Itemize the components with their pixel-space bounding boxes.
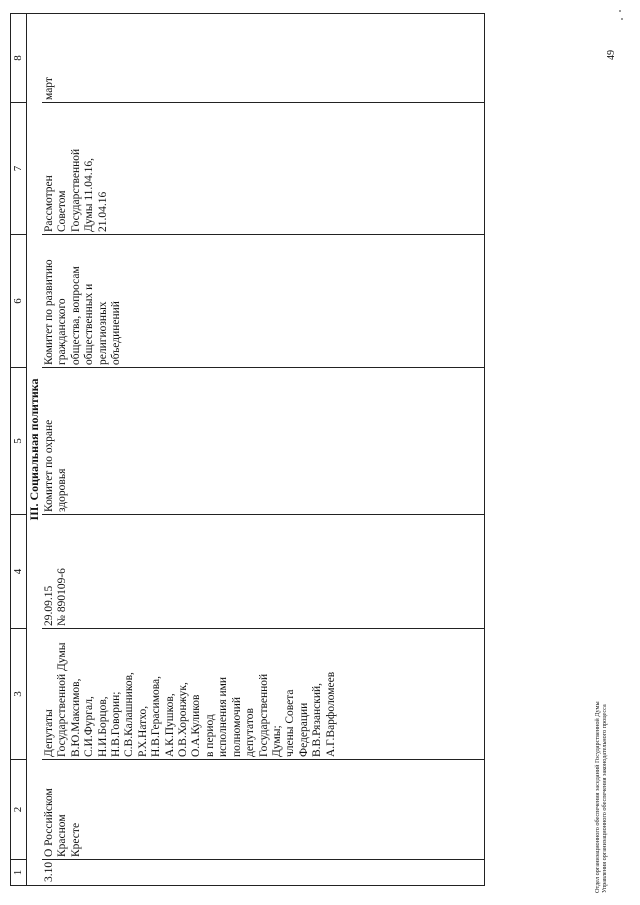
footer-line-1: Отдел организационного обеспечения заседаний Государственной Думы: [594, 701, 601, 893]
column-number-4: 4: [11, 515, 27, 629]
column-number-7: 7: [11, 103, 27, 235]
consideration-status: Рассмотрен Советом Государственной Думы 11.04.16, 21.04.16: [42, 103, 485, 235]
table-row: [42, 14, 485, 886]
registration-info: 29.09.15 № 890109-6: [42, 515, 485, 629]
column-number-row: [11, 14, 27, 886]
bill-authors: Депутаты Государственной Думы В.Ю.Максимов, С.И.Фургал, Н.И.Борцов, Н.В.Говорин; С.В.Калашников, Р.Х.Натхо, Н.В.Герасимова, А.К.Пушков, О.В.Хоронжук, О.А.Куликов в период исполнения ими полномочий депутатов Государственной Думы; члены Совета Федерации В.В.Рязанский, А.Г.Варфоломеев: [42, 629, 485, 760]
bill-title: О Российском Красном Кресте: [42, 760, 485, 860]
section-row: [27, 14, 43, 886]
planned-term: март: [42, 14, 485, 103]
column-number-3: 3: [11, 629, 27, 760]
document-footer: [594, 701, 609, 893]
column-number-8: 8: [11, 14, 27, 103]
footer-line-2: Управления организационного обеспечения законодательного процесса: [601, 704, 609, 893]
page-number: 49: [606, 50, 617, 60]
bills-table: [10, 13, 485, 886]
row-number: 3.10: [42, 860, 485, 886]
column-number-2: 2: [11, 760, 27, 860]
co-executor-committee: Комитет по развитию гражданского общества, вопросам общественных и религиозных объединений: [42, 235, 485, 368]
scan-speck: [621, 18, 623, 20]
scan-speck: [619, 10, 621, 12]
section-title: III. Социальная политика: [27, 14, 43, 886]
column-number-1: 1: [11, 860, 27, 886]
responsible-committee: Комитет по охране здоровья: [42, 368, 485, 515]
column-number-5: 5: [11, 368, 27, 515]
column-number-6: 6: [11, 235, 27, 368]
